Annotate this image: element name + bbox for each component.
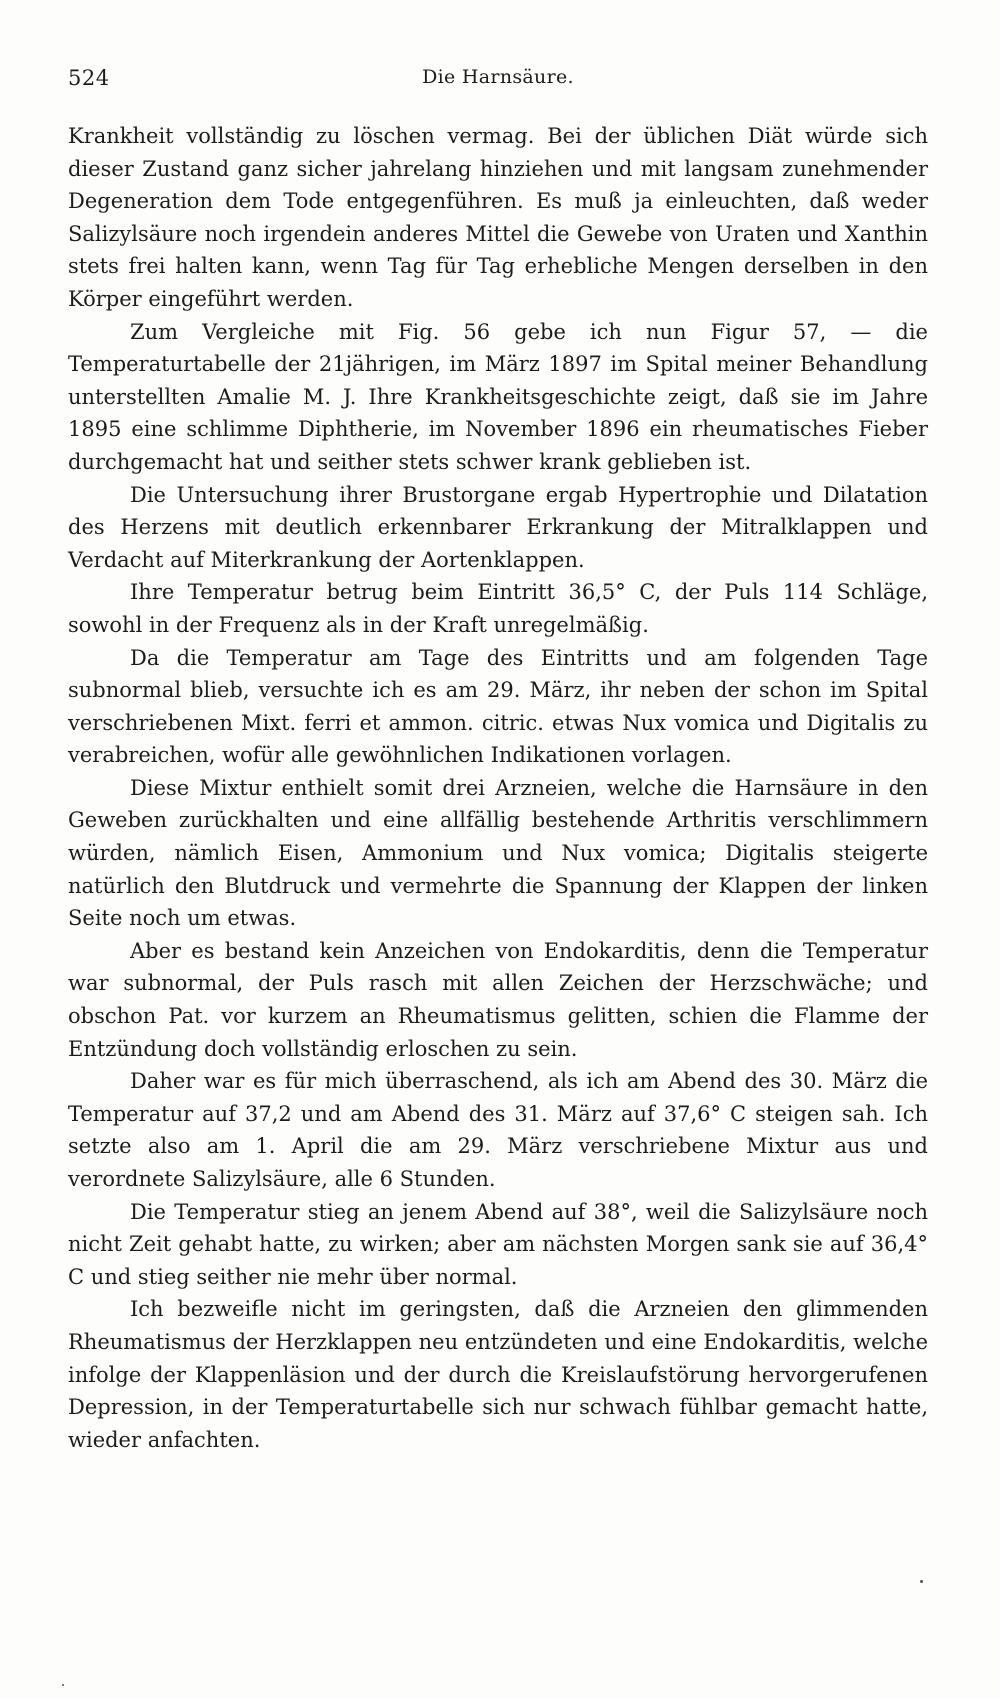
paragraph-conclusion: Ich bezweifle nicht im geringsten, daß die Arzneien den glimmenden Rheumatismus der Herzklappen neu entzündeten und eine Endokarditis, welche infolge der Klappenläsion und der durch die Kreislaufstörung hervorgerufenen Depression, in der Temperaturtabelle sich nur schwach fühlbar gemacht hatte, wieder anfachten.	[68, 1297, 928, 1452]
paragraph-no-endocarditis: Aber es bestand kein Anzeichen von Endokarditis, denn die Temperatur war subnormal, der Puls rasch mit allen Zeichen der Herzschwäche; und obschon Pat. vor kurzem an Rheumatismus gelitten, schien die Flamme der Entzündung doch vollständig erloschen zu sein.	[68, 938, 928, 1061]
paragraph-continuation: Krankheit vollständig zu löschen vermag. Bei der üblichen Diät würde sich dieser Zustand ganz sicher jahrelang hinziehen und mit langsam zunehmender Degeneration dem Tode entgegenführen. Es muß ja einleuchten, daß weder Salizylsäure noch irgendein anderes Mittel die Gewebe von Uraten und Xanthin stets frei halten kann, wenn Tag für Tag erhebliche Mengen derselben in den Körper eingeführt werden.	[68, 124, 928, 311]
paragraph-temperature-rise: Daher war es für mich überraschend, als ich am Abend des 30. März die Temperatur auf 37,2 und am Abend des 31. März auf 37,6° C steigen sah. Ich setzte also am 1. April die am 29. März verschriebene Mixtur aus und verordnete Salizylsäure, alle 6 Stunden.	[68, 1069, 928, 1191]
running-title: Die Harnsäure.	[422, 66, 574, 88]
paragraph-mixture: Diese Mixtur enthielt somit drei Arzneien, welche die Harnsäure in den Geweben zurückhalten und eine allfällig bestehende Arthritis verschlimmern würden, nämlich Eisen, Ammonium und Nux vomica; Digitalis steigerte natürlich den Blutdruck und vermehrte die Spannung der Klappen der linken Seite noch um etwas.	[68, 775, 928, 931]
paragraph-examination: Die Untersuchung ihrer Brustorgane ergab Hypertrophie und Dilatation des Herzens mit deutlich erkennbarer Erkrankung der Mitralklappen und Verdacht auf Miterkrankung der Aortenklappen.	[68, 482, 928, 572]
scan-speck	[62, 1684, 64, 1686]
paragraph-medication: Da die Temperatur am Tage des Eintritts und am folgenden Tage subnormal blieb, versuchte ich es am 29. März, ihr neben der schon im Spital verschriebenen Mixt. ferri et ammon. citric. etwas Nux vomica und Digitalis zu verabreichen, wofür alle gewöhnlichen Indikationen vorlagen.	[68, 645, 928, 768]
page-header	[68, 66, 928, 100]
paragraph-comparison-figure: Zum Vergleiche mit Fig. 56 gebe ich nun Figur 57, — die Temperaturtabelle der 21jährigen, im März 1897 im Spital meiner Behandlung unterstellten Amalie M. J. Ihre Krankheitsgeschichte zeigt, daß sie im Jahre 1895 eine schlimme Diphtherie, im November 1896 ein rheumatisches Fieber durchgemacht hat und seither stets schwer krank geblieben ist.	[68, 319, 928, 474]
paragraph-temperature-admission: Ihre Temperatur betrug beim Eintritt 36,5° C, der Puls 114 Schläge, sowohl in der Frequenz als in der Kraft unregelmäßig.	[68, 580, 928, 637]
page-number: 524	[68, 66, 110, 90]
paragraph-salicylic-effect: Die Temperatur stieg an jenem Abend auf 38°, weil die Salizylsäure noch nicht Zeit gehabt hatte, zu wirken; aber am nächsten Morgen sank sie auf 36,4° C und stieg seither nie mehr über normal.	[68, 1199, 928, 1289]
body-text	[68, 120, 928, 1456]
scan-speck	[920, 1580, 923, 1583]
